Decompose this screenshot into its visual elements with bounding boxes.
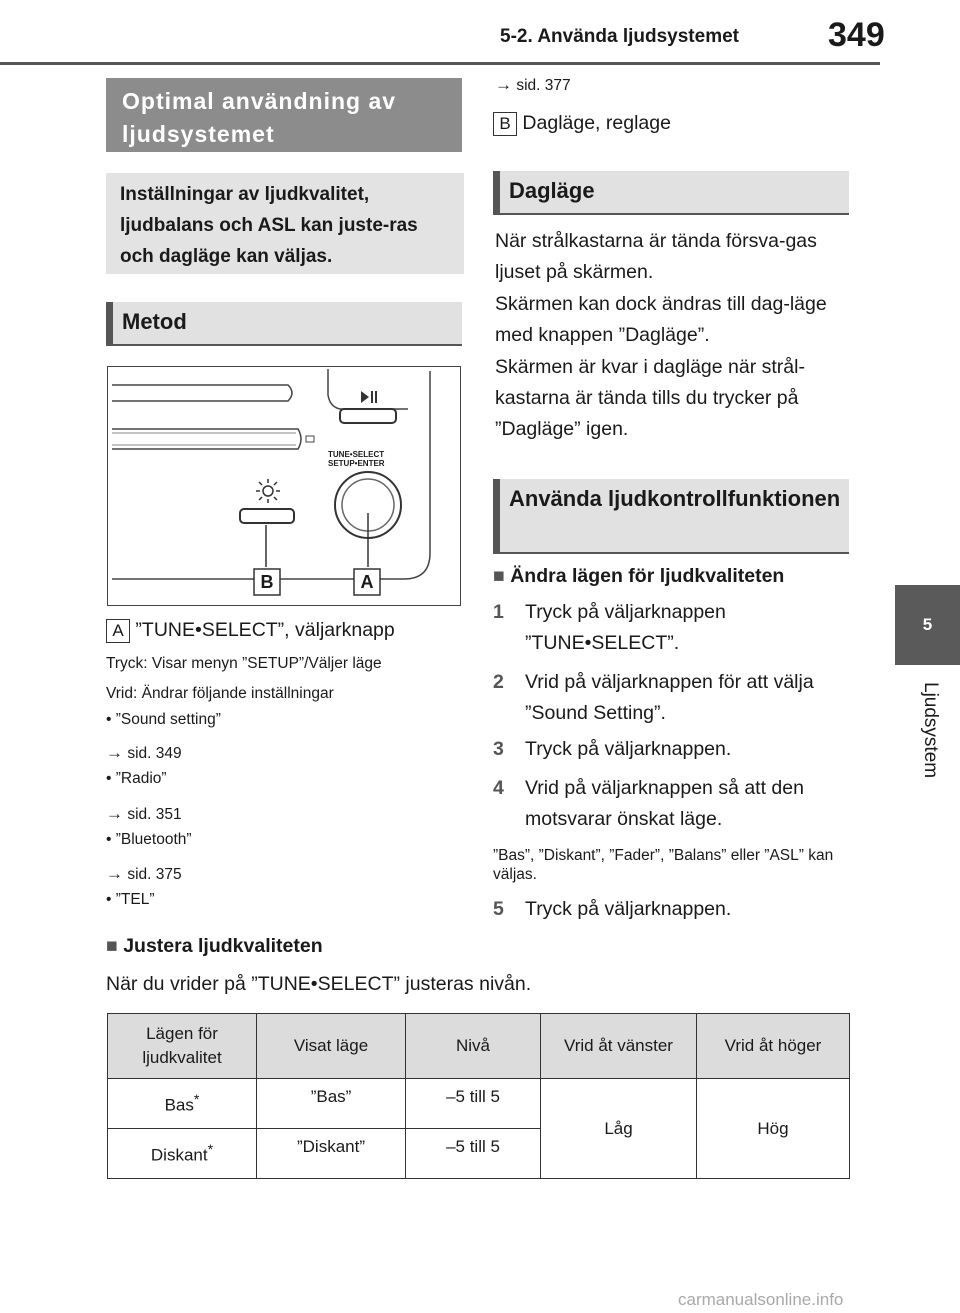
table-row: [108, 1079, 850, 1129]
step-1: [493, 597, 853, 659]
cell-left-dir: Låg: [541, 1079, 697, 1179]
section-title: 5-2. Använda ljudsystemet: [500, 26, 739, 47]
sound-quality-table: [107, 1013, 850, 1179]
ref-radio[interactable]: → sid. 351: [106, 804, 182, 823]
step-5-text: Tryck på väljarknappen.: [525, 898, 732, 920]
step-1-text: Tryck på väljarknappen ”TUNE•SELECT”.: [525, 601, 726, 654]
cell-level: –5 till 5: [406, 1129, 541, 1179]
tune-line-2: SETUP•ENTER: [328, 459, 385, 468]
item-b-text: Dagläge, reglage: [522, 112, 671, 134]
header-mode-text: Lägen för ljudkvalitet: [142, 1024, 222, 1067]
header-mode: [108, 1014, 257, 1079]
header-level: Nivå: [406, 1014, 541, 1079]
chapter-label: [910, 682, 950, 802]
step-3: [493, 734, 853, 765]
item-a-text: ”TUNE•SELECT”, väljarknapp: [135, 619, 395, 641]
modes-note: ”Bas”, ”Diskant”, ”Fader”, ”Balans” eller ”ASL” kan väljas.: [493, 847, 834, 883]
bullet-radio: • ”Radio”: [106, 770, 167, 787]
day-paragraph-3: Skärmen är kvar i dagläge när strål-kastarna är tända tills du trycker på ”Dagläge” igen.: [495, 356, 805, 440]
cell-shown: ”Diskant”: [257, 1129, 406, 1179]
intro-box: Inställningar av ljudkvalitet, ljudbalans och ASL kan juste-ras och dagläge kan väljas.: [106, 173, 464, 274]
tune-select-label: [328, 450, 385, 468]
ref-sound-text: sid. 349: [127, 745, 182, 762]
cell-right-dir: Hög: [697, 1079, 850, 1179]
bullet-bluetooth: • ”Bluetooth”: [106, 831, 192, 848]
table-header-row: [108, 1014, 850, 1079]
ref-top[interactable]: → sid. 377: [495, 75, 571, 94]
chapter-label-text: Ljudsystem: [920, 682, 941, 779]
square-bullet-icon: ■: [106, 935, 118, 957]
step-4-number: 4: [493, 777, 504, 799]
turn-text: Vrid: Ändrar följande inställningar: [106, 685, 334, 702]
chapter-tab: 5: [895, 585, 960, 665]
item-a-label: A: [106, 619, 130, 643]
day-paragraph-1: När strålkastarna är tända försva-gas ljuset på skärmen.: [495, 230, 817, 283]
main-heading: Optimal användning av ljudsystemet: [106, 78, 462, 152]
adjust-text: När du vrider på ”TUNE•SELECT” justeras nivån.: [106, 973, 532, 995]
adjust-heading-text: Justera ljudkvaliteten: [123, 935, 323, 957]
header-shown: Visat läge: [257, 1014, 406, 1079]
step-2-text: Vrid på väljarknappen för att välja ”Sound Setting”.: [525, 671, 814, 724]
cell-mode: [108, 1079, 257, 1129]
page-number: 349: [828, 16, 885, 54]
step-3-text: Tryck på väljarknappen.: [525, 738, 732, 760]
footnote-mark: *: [207, 1141, 214, 1158]
step-2: [493, 667, 853, 729]
change-heading: [493, 565, 784, 588]
header-right: Vrid åt höger: [697, 1014, 850, 1079]
ref-bluetooth[interactable]: → sid. 375: [106, 864, 182, 883]
day-paragraph-2: Skärmen kan dock ändras till dag-läge med knappen ”Dagläge”.: [495, 293, 827, 346]
step-2-number: 2: [493, 671, 504, 693]
square-bullet-icon: ■: [493, 565, 505, 587]
header-left: Vrid åt vänster: [541, 1014, 697, 1079]
press-text: Tryck: Visar menyn ”SETUP”/Väljer läge: [106, 655, 382, 672]
header-rule: [0, 62, 880, 65]
method-heading: Metod: [106, 302, 462, 346]
ref-radio-text: sid. 351: [127, 806, 182, 823]
ref-bluetooth-text: sid. 375: [127, 866, 182, 883]
use-heading: Använda ljudkontrollfunktionen: [493, 479, 849, 554]
control-panel-diagram: [107, 366, 461, 606]
watermark: carmanualsonline.info: [678, 1290, 844, 1309]
footnote-mark: *: [193, 1091, 200, 1108]
callout-b: B: [260, 572, 274, 592]
adjust-heading: [106, 935, 323, 958]
ref-sound[interactable]: → sid. 349: [106, 743, 182, 762]
step-4-text: Vrid på väljarknappen så att den motsvarar önskat läge.: [525, 777, 804, 830]
step-1-number: 1: [493, 601, 504, 623]
item-b-label: B: [493, 112, 517, 136]
bullet-sound: • ”Sound setting”: [106, 711, 221, 728]
tune-line-1: TUNE•SELECT: [328, 450, 385, 459]
cell-mode-text: Bas: [164, 1095, 194, 1115]
cell-shown: ”Bas”: [257, 1079, 406, 1129]
step-3-number: 3: [493, 738, 504, 760]
cell-level: –5 till 5: [406, 1079, 541, 1129]
ref-top-text: sid. 377: [516, 77, 571, 94]
bullet-tel: • ”TEL”: [106, 891, 155, 908]
change-heading-text: Ändra lägen för ljudkvaliteten: [510, 565, 785, 587]
step-5: [493, 894, 853, 925]
item-b: [493, 108, 671, 139]
step-5-number: 5: [493, 898, 504, 920]
item-a: [106, 615, 486, 646]
day-heading: Dagläge: [493, 171, 849, 215]
cell-mode: [108, 1129, 257, 1179]
callout-a: A: [360, 572, 374, 592]
diagram-drawing: [108, 367, 460, 605]
step-4: [493, 773, 853, 835]
cell-mode-text: Diskant: [150, 1145, 208, 1165]
